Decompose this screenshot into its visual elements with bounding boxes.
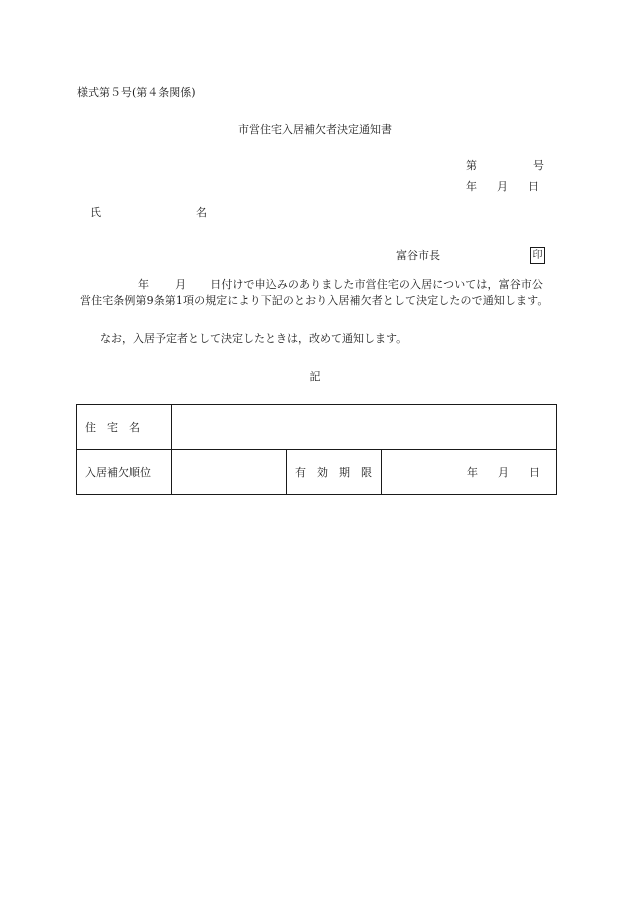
body-paragraph-2: なお，入居予定者として決定したときは，改めて通知します。 <box>100 332 408 345</box>
seal-mark: 印 <box>530 247 545 264</box>
recipient-label-first: 氏 <box>90 206 101 219</box>
rank-field[interactable] <box>172 450 287 495</box>
sender-name: 富谷市長 <box>396 249 440 262</box>
issue-number <box>466 160 544 171</box>
validity-month: 月 <box>498 466 510 479</box>
issue-date-month: 月 <box>497 180 508 193</box>
validity-date-field[interactable] <box>382 450 557 495</box>
form-number: 様式第５号(第４条関係) <box>77 86 196 99</box>
validity-label: 有 効 期 限 <box>287 450 382 495</box>
recipient-name-line <box>90 207 207 218</box>
validity-day: 日 <box>529 466 541 479</box>
document-title: 市営住宅入居補欠者決定通知書 <box>238 123 392 136</box>
table-row-housing <box>77 405 557 450</box>
housing-name-label: 住 宅 名 <box>77 405 172 450</box>
recipient-label-last: 名 <box>196 206 207 219</box>
table-row-rank <box>77 450 557 495</box>
record-table <box>76 404 557 495</box>
body-paragraph-1 <box>80 277 554 309</box>
issue-date-year: 年 <box>466 180 477 193</box>
body-date-month: 月 <box>175 278 187 291</box>
rank-label: 入居補欠順位 <box>77 450 172 495</box>
body-date-year: 年 <box>138 278 150 291</box>
validity-year: 年 <box>467 466 479 479</box>
ki-heading: 記 <box>309 370 321 383</box>
body-paragraph-1-text: 日付けで申込みのありました市営住宅の入居については，富谷市公営住宅条例第9条第1項の規定により下記のとおり入居補欠者として決定したので通知します。 <box>80 278 549 307</box>
issue-date <box>466 181 539 192</box>
issue-date-day: 日 <box>528 180 539 193</box>
housing-name-field[interactable] <box>172 405 557 450</box>
issue-number-prefix: 第 <box>466 159 477 172</box>
issue-number-suffix: 号 <box>533 159 544 172</box>
